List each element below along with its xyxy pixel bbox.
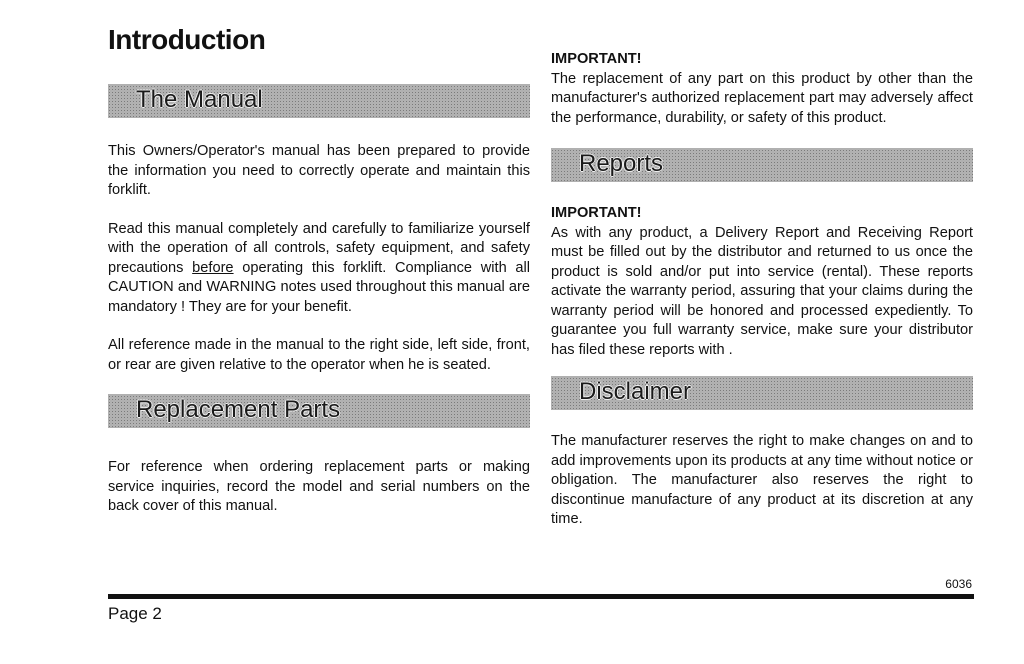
replacement-parts-paragraph: For reference when ordering replacement parts or making service inquiries, record the model and serial numbers on the back cover of this manual. — [108, 459, 530, 514]
important-paragraph-1: The replacement of any part on this product by other than the manufacturer's authorized replacement part may adversely affect the performance, durability, or safety of this product. — [551, 70, 973, 126]
page-number: Page 2 — [108, 604, 162, 623]
reports-paragraph: As with any product, a Delivery Report and Receiving Report must be filled out by the distributor and returned to us once the product is sold and/or put into service (rental). These reports activate the warranty period, assuring that your claims during the warranty period will be honored and processed expediently. To guarantee you full warranty service, make sure your distributor has filed these reports with . — [551, 224, 973, 358]
disclaimer-paragraph: The manufacturer reserves the right to make changes on and to add improvements upon its products at any time without notice or obligation. The manufacturer also reserves the right to discontinue manufacture of any product at its discretion at any time. — [551, 433, 973, 527]
section-heading-label: Replacement Parts — [136, 396, 341, 423]
section-heading-label: Reports — [579, 150, 664, 177]
right-column — [551, 50, 973, 530]
manual-paragraph-3: All reference made in the manual to the right side, left side, front, or rear are given relative to the operator when he is seated. — [108, 337, 530, 373]
left-column — [108, 84, 530, 517]
section-heading-disclaimer — [551, 376, 973, 410]
manual-paragraph-1: This Owners/Operator's manual has been prepared to provide the information you need to correctly operate and maintain this forklift. — [108, 143, 530, 198]
manual-paragraph-2-start: Read this manual completely and carefully to familiarize yourself with the operation of all controls, safety equipment, and safety precautions — [108, 220, 530, 276]
footer-rule — [108, 594, 974, 599]
section-heading-reports — [551, 148, 973, 182]
emphasis-before: before — [192, 259, 234, 276]
section-heading-label: Disclaimer — [579, 378, 692, 405]
document-code: 6036 — [945, 577, 972, 591]
section-heading-label: The Manual — [136, 86, 263, 113]
section-heading-the-manual — [108, 84, 530, 118]
page-title: Introduction — [108, 24, 266, 55]
important-label-1: IMPORTANT! — [551, 51, 642, 67]
manual-paragraph-2 — [108, 220, 530, 318]
section-heading-replacement-parts — [108, 394, 530, 428]
manual-paragraph-2-end: operating this forklift. Compliance with all CAUTION and WARNING notes used throughout this manual are mandatory ! They are for your benefit. — [108, 259, 530, 315]
important-label-2: IMPORTANT! — [551, 205, 642, 221]
